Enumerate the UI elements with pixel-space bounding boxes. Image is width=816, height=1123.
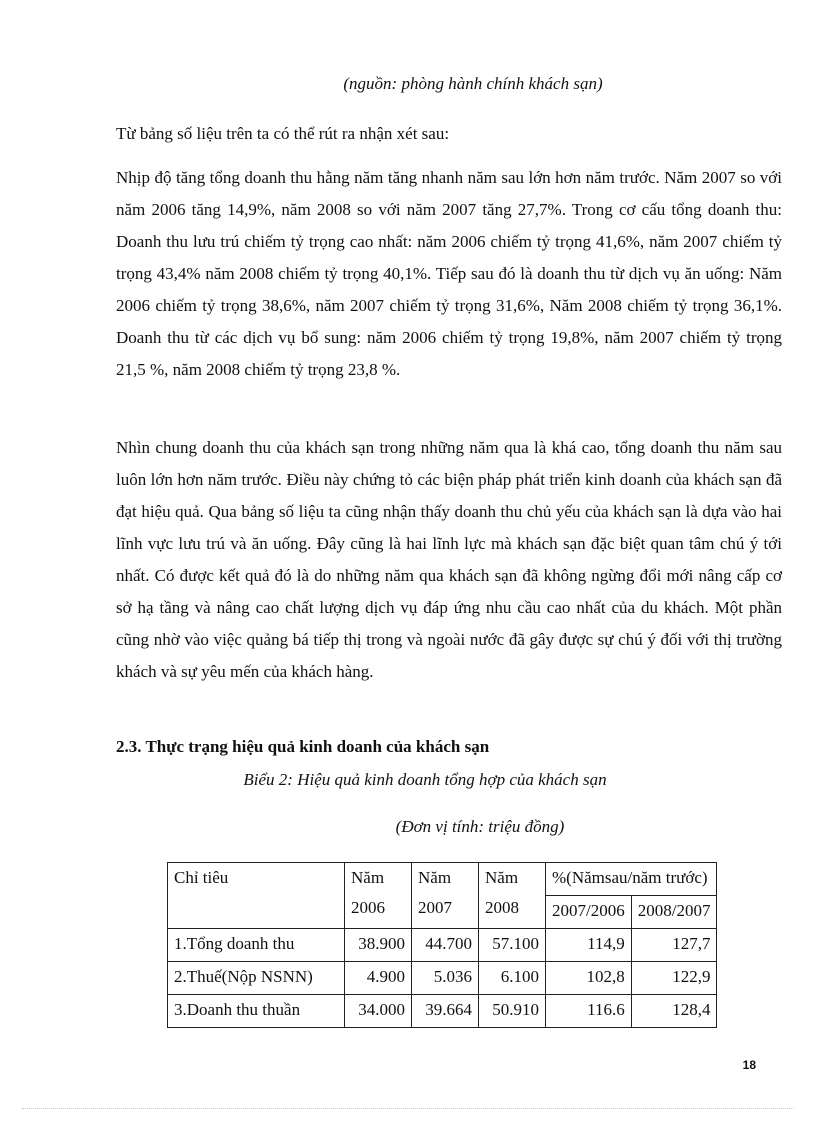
table-header-row	[168, 863, 717, 896]
paragraph-revenue-growth: Nhịp độ tăng tổng doanh thu hằng năm tăng nhanh năm sau lớn hơn năm trước. Năm 2007 so với năm 2006 tăng 14,9%, năm 2008 so với năm 2007 tăng 27,7%. Trong cơ cấu tổng doanh thu: Doanh thu lưu trú chiếm tỷ trọng cao nhất: năm 2006 chiếm tỷ trọng 41,6%, năm 2007 chiếm tỷ trọng 43,4% năm 2008 chiếm tỷ trọng 40,1%. Tiếp sau đó là doanh thu từ dịch vụ ăn uống: Năm 2006 chiếm tỷ trọng 38,6%, năm 2007 chiếm tỷ trọng 31,6%, Năm 2008 chiếm tỷ trọng 36,1%. Doanh thu từ các dịch vụ bổ sung: năm 2006 chiếm tỷ trọng 19,8%, năm 2007 chiếm tỷ trọng 21,5 %, năm 2008 chiếm tỷ trọng 23,8 %.	[116, 168, 782, 379]
page-bottom-divider	[22, 1108, 794, 1109]
cell-value: 39.664	[412, 995, 479, 1028]
cell-ratio: 122,9	[631, 962, 717, 995]
paragraph-overall-assessment: Nhìn chung doanh thu của khách sạn trong những năm qua là khá cao, tổng doanh thu năm sau luôn lớn hơn năm trước. Điều này chứng tỏ các biện pháp phát triển kinh doanh của khách sạn đã đạt hiệu quả. Qua bảng số liệu ta cũng nhận thấy doanh thu chủ yếu của khách sạn là dựa vào hai lĩnh vực lưu trú và ăn uống. Đây cũng là hai lĩnh lực mà khách sạn đặc biệt quan tâm chú ý tới nhất. Có được kết quả đó là do những năm qua khách sạn đã không ngừng đổi mới nâng cấp cơ sở hạ tầng và nâng cao chất lượng dịch vụ đáp ứng nhu cầu cao nhất của du khách. Một phần cũng nhờ vào việc quảng bá tiếp thị trong và ngoài nước đã gây được sự chú ý đối với thị trường khách và sự yêu mến của khách hàng.	[116, 438, 782, 681]
source-note: (nguồn: phòng hành chính khách sạn)	[343, 74, 603, 93]
cell-value: 50.910	[479, 995, 546, 1028]
header-ratio-2008-2007: 2008/2007	[631, 896, 717, 929]
cell-value: 6.100	[479, 962, 546, 995]
table-row	[168, 929, 717, 962]
cell-value: 44.700	[412, 929, 479, 962]
section-heading: 2.3. Thực trạng hiệu quả kinh doanh của khách sạn	[116, 737, 490, 756]
header-ratio-group: %(Nămsau/năm trước)	[546, 863, 717, 896]
header-year-label: Năm	[418, 868, 452, 887]
table-row	[168, 995, 717, 1028]
header-year-value: 2007	[418, 898, 452, 917]
cell-value: 38.900	[345, 929, 412, 962]
header-year-2006	[345, 863, 412, 929]
unit-note: (Đơn vị tính: triệu đồng)	[395, 817, 565, 836]
row-label: 3.Doanh thu thuần	[168, 995, 345, 1028]
cell-ratio: 114,9	[546, 929, 632, 962]
cell-value: 57.100	[479, 929, 546, 962]
header-indicator: Chỉ tiêu	[168, 863, 345, 929]
paragraph-intro: Từ bảng số liệu trên ta có thể rút ra nhận xét sau:	[116, 124, 450, 143]
cell-ratio: 127,7	[631, 929, 717, 962]
cell-value: 4.900	[345, 962, 412, 995]
cell-ratio: 102,8	[546, 962, 632, 995]
row-label: 1.Tổng doanh thu	[168, 929, 345, 962]
cell-ratio: 128,4	[631, 995, 717, 1028]
header-year-value: 2006	[351, 898, 385, 917]
page-number: 18	[742, 1058, 756, 1072]
header-year-2007	[412, 863, 479, 929]
cell-ratio: 116.6	[546, 995, 632, 1028]
row-label: 2.Thuế(Nộp NSNN)	[168, 962, 345, 995]
header-year-2008	[479, 863, 546, 929]
header-ratio-2007-2006: 2007/2006	[546, 896, 632, 929]
business-efficiency-table	[167, 862, 717, 1028]
table-row	[168, 962, 717, 995]
header-year-value: 2008	[485, 898, 519, 917]
header-year-label: Năm	[351, 868, 385, 887]
header-year-label: Năm	[485, 868, 519, 887]
table-caption: Biểu 2: Hiệu quả kinh doanh tổng hợp của khách sạn	[243, 770, 607, 789]
cell-value: 34.000	[345, 995, 412, 1028]
cell-value: 5.036	[412, 962, 479, 995]
